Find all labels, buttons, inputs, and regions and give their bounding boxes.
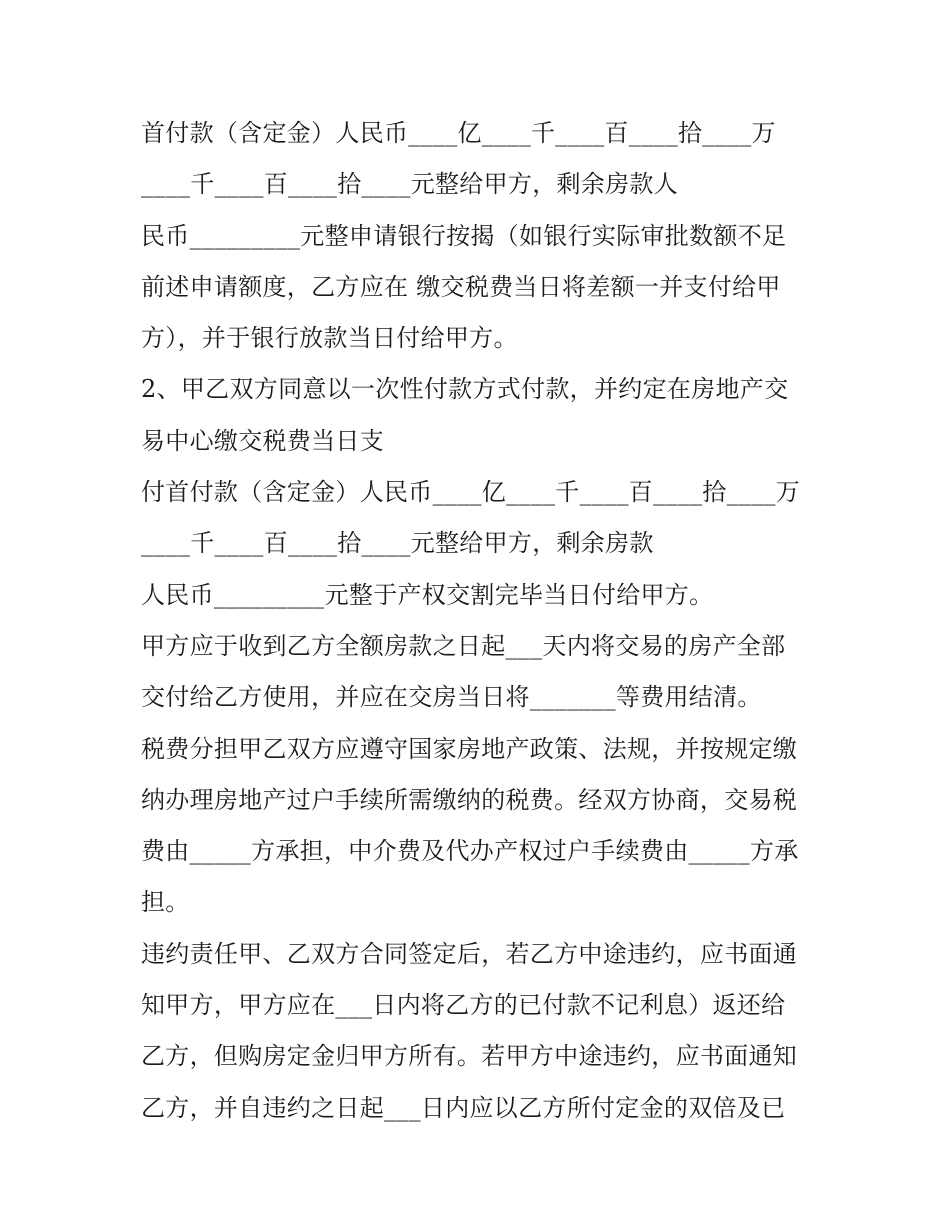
- text-line: 人民币_________元整于产权交割完毕当日付给甲方。: [141, 580, 714, 609]
- text-line: 乙方，并自违约之日起___日内应以乙方所付定金的双倍及已: [141, 1093, 786, 1122]
- text-line: ____千____百____拾____元整给甲方，剩余房款: [141, 529, 654, 558]
- text-line: 违约责任甲、乙双方合同签定后，若乙方中途违约，应书面通: [141, 939, 798, 968]
- text-line: 2、甲乙双方同意以一次性付款方式付款，并约定在房地产交: [141, 375, 789, 404]
- text-line: 交付给乙方使用，并应在交房当日将_______等费用结清。: [141, 683, 762, 712]
- text-line: 担。: [141, 888, 190, 917]
- text-line: 方），并于银行放款当日付给甲方。: [141, 324, 518, 353]
- text-line: 乙方，但购房定金归甲方所有。若甲方中途违约，应书面通知: [141, 1042, 798, 1071]
- contract-text: [141, 108, 821, 1134]
- text-line: 易中心缴交税费当日支: [141, 426, 384, 455]
- text-line: 前述申请额度，乙方应在 缴交税费当日将差额一并支付给甲: [141, 272, 781, 301]
- text-line: 甲方应于收到乙方全额房款之日起___天内将交易的房产全部: [141, 631, 786, 660]
- text-line: 付首付款（含定金）人民币____亿____千____百____拾____万: [141, 478, 801, 507]
- text-line: 首付款（含定金）人民币____亿____千____百____拾____万: [141, 119, 776, 147]
- text-line: ____千____百____拾____元整给甲方，剩余房款人: [141, 170, 678, 199]
- text-line: 纳办理房地产过户手续所需缴纳的税费。经双方协商，交易税: [141, 785, 798, 814]
- text-line: 民币_________元整申请银行按揭（如银行实际审批数额不足: [141, 221, 787, 250]
- text-line: 税费分担甲乙双方应遵守国家房地产政策、法规，并按规定缴: [141, 734, 798, 763]
- text-line: 知甲方，甲方应在___日内将乙方的已付款不记利息）返还给: [141, 991, 786, 1020]
- text-line: 费由_____方承担，中介费及代办产权过户手续费由_____方承: [141, 837, 799, 866]
